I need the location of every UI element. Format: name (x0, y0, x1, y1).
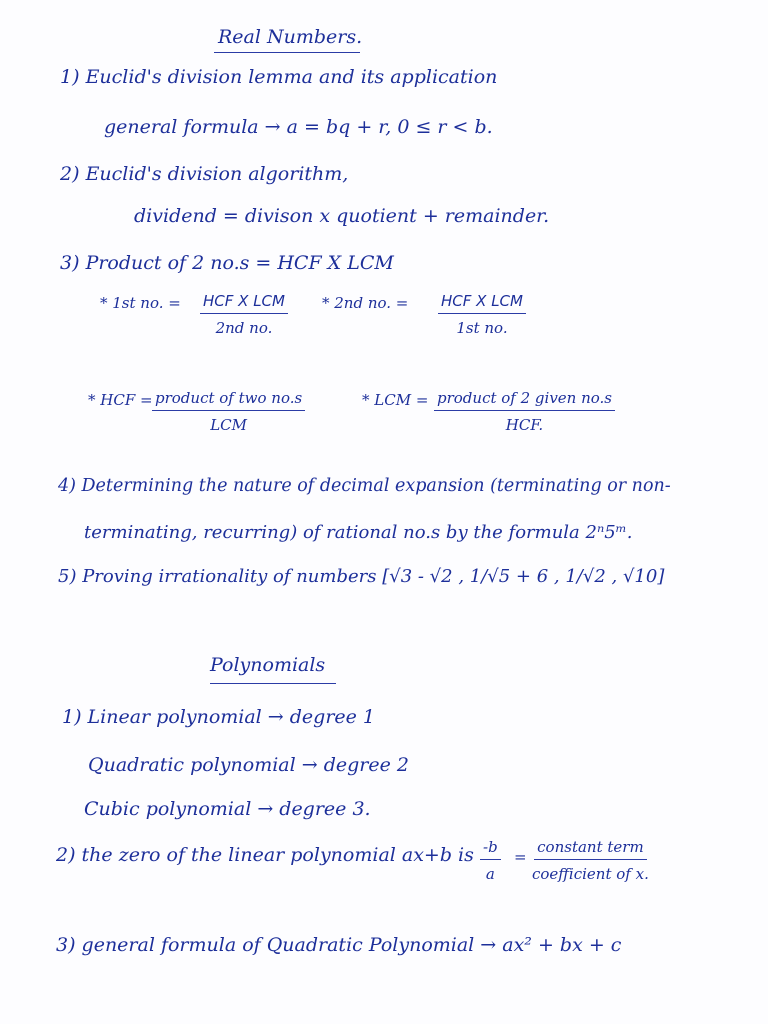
first-no-fraction (200, 294, 288, 336)
lcm-numerator: product of 2 given no.s (434, 391, 615, 411)
general-formula-line: general formula → a = bq + r, 0 ≤ r < b. (104, 116, 493, 138)
item-2-number: 2) (60, 163, 80, 185)
second-no-fraction (438, 294, 526, 336)
item-3 (60, 254, 394, 273)
hcf-fraction (152, 391, 305, 433)
polynomials-underline (210, 683, 336, 684)
zero-fraction (480, 840, 501, 882)
lcm-denominator: HCF. (505, 416, 544, 434)
cubic-polynomial-line: Cubic polynomial → degree 3. (84, 798, 371, 820)
hcf-numerator: product of two no.s (152, 391, 305, 411)
item-4-line-1: 4) Determining the nature of decimal expansion (terminating or non- (58, 476, 671, 496)
lcm-fraction (434, 391, 615, 433)
equals-sign: = (514, 848, 527, 866)
linear-polynomial-line: 1) Linear polynomial → degree 1 (62, 706, 376, 728)
item-1 (60, 68, 497, 87)
item-1-text: Euclid's division lemma and its application (85, 66, 498, 88)
second-no-denominator: 1st no. (456, 319, 508, 337)
first-no-denominator: 2nd no. (215, 319, 273, 337)
second-no-numerator: HCF X LCM (438, 294, 526, 314)
item-5: 5) Proving irrationality of numbers [√3 - √2 , 1/√5 + 6 , 1/√2 , √10] (58, 566, 665, 587)
title-underline (214, 52, 360, 53)
zero-of-linear-line: 2) the zero of the linear polynomial ax+b is (56, 844, 474, 866)
item-1-number: 1) (60, 66, 80, 88)
ratio-fraction (532, 840, 649, 882)
zero-denominator: a (485, 865, 495, 883)
dividend-formula-line: dividend = divison x quotient + remainder. (134, 205, 550, 227)
item-3-number: 3) (60, 252, 80, 274)
hcf-label: * HCF = (88, 391, 153, 409)
item-2-text: Euclid's division algorithm, (85, 163, 349, 185)
second-no-label: * 2nd no. = (322, 294, 409, 312)
lcm-label: * LCM = (362, 391, 429, 409)
item-2 (60, 165, 348, 184)
section-title-real-numbers: Real Numbers. (218, 26, 363, 48)
quadratic-polynomial-line: Quadratic polynomial → degree 2 (88, 754, 409, 776)
ratio-numerator: constant term (534, 840, 647, 860)
zero-numerator: -b (480, 840, 501, 860)
section-title-polynomials: Polynomials (210, 654, 326, 676)
item-4-line-2: terminating, recurring) of rational no.s by the formula 2ⁿ5ᵐ. (84, 522, 633, 543)
quadratic-formula-line: 3) general formula of Quadratic Polynomial → ax² + bx + c (56, 934, 622, 956)
item-3-text: Product of 2 no.s = HCF X LCM (85, 252, 394, 274)
ratio-denominator: coefficient of x. (532, 865, 649, 883)
first-no-label: * 1st no. = (100, 294, 181, 312)
hcf-denominator: LCM (210, 416, 247, 434)
first-no-numerator: HCF X LCM (200, 294, 288, 314)
